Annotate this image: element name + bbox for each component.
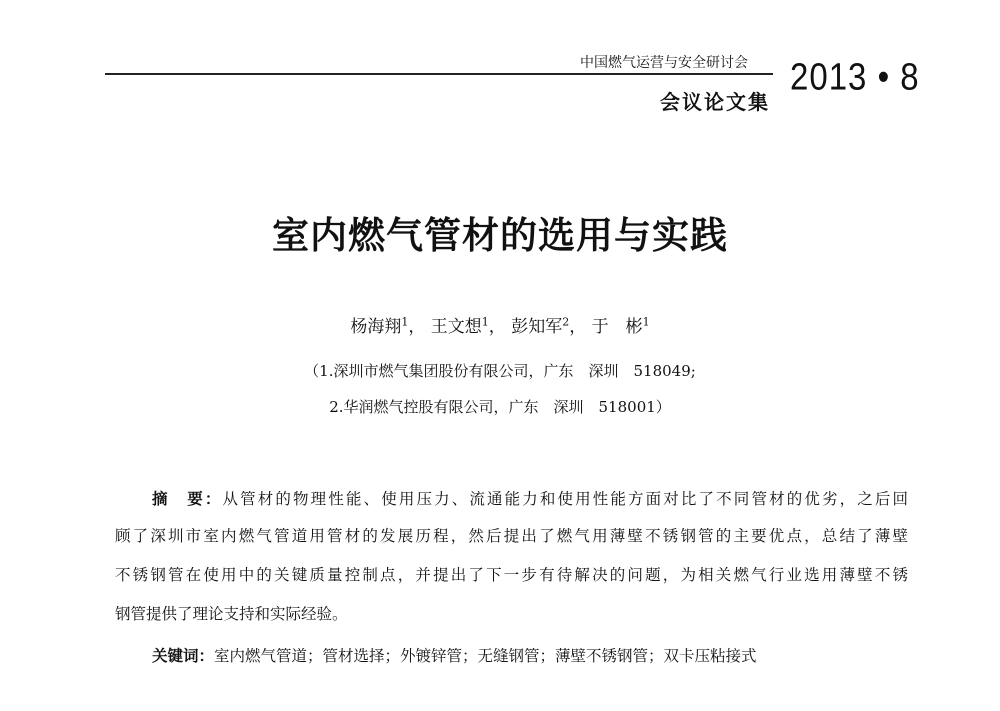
abstract-line: 顾了深圳市室内燃气管道用管材的发展历程，然后提出了燃气用薄壁不锈钢管的主要优点，总结了薄壁 — [115, 527, 908, 545]
abstract-label: 摘 要： — [152, 490, 223, 508]
author: 于 彬$^1$ — [591, 315, 650, 337]
conference-name: 中国燃气运营与安全研讨会 — [580, 55, 748, 71]
author: 王文想$^1$， — [430, 315, 506, 337]
keywords-label: 关键词： — [152, 647, 215, 665]
abstract-line: 摘 要：从管材的物理性能、使用压力、流通能力和使用性能方面对比了不同管材的优劣，之后回 — [152, 490, 908, 508]
abstract-line: 不锈钢管在使用中的关键质量控制点，并提出了下一步有待解决的问题，为相关燃气行业选用薄壁不锈 — [115, 566, 908, 584]
issue-number: 2013 • 8 — [790, 55, 920, 98]
collection-name: 会议论文集 — [660, 90, 770, 114]
author: 杨海翔$^1$， — [350, 315, 426, 337]
affiliation: （1.深圳市燃气集团股份有限公司，广东 深圳 518049; — [304, 362, 696, 380]
affiliation: 2.华润燃气控股有限公司，广东 深圳 518001） — [329, 398, 671, 416]
author: 彭知军$^2$， — [511, 315, 587, 337]
paper-title: 室内燃气管材的选用与实践 — [272, 213, 728, 257]
header-rule — [105, 73, 773, 75]
keywords — [152, 644, 757, 666]
abstract-line: 钢管提供了理论支持和实际经验。 — [115, 605, 348, 623]
keywords-text: 室内燃气管道；管材选择；外镀锌管；无缝钢管；薄壁不锈钢管；双卡压粘接式 — [214, 647, 757, 665]
author-list — [0, 312, 1000, 337]
